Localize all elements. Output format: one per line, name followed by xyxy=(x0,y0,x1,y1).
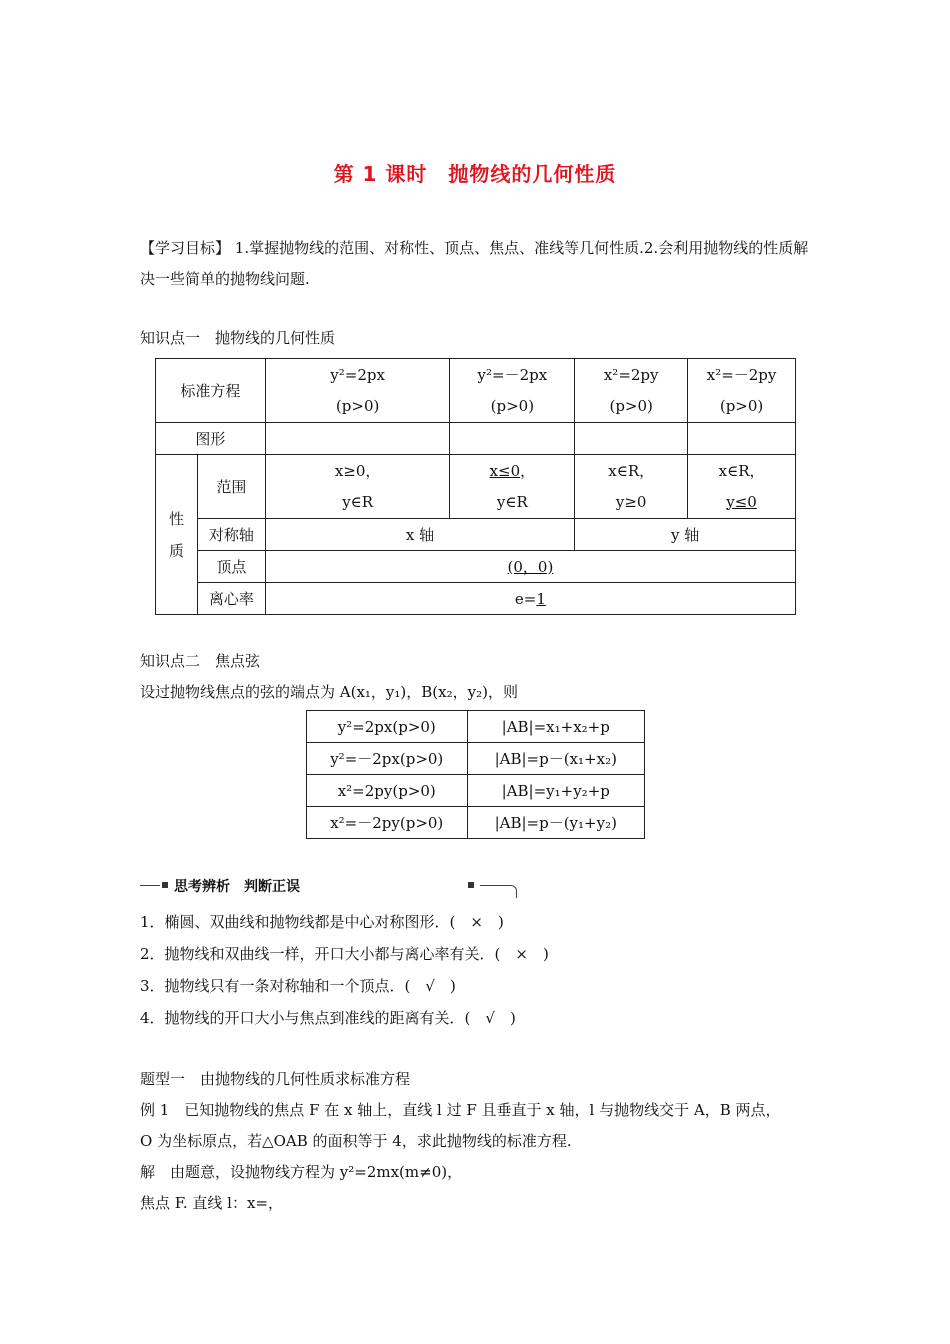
header-eccentricity: 离心率 xyxy=(197,583,265,615)
header-range: 范围 xyxy=(197,455,265,519)
knowledge-point-1-title: 知识点一 抛物线的几何性质 xyxy=(140,329,336,347)
graph-cell xyxy=(575,423,688,455)
eq-cell-3: x²=2py (p>0) xyxy=(575,359,688,423)
goals-text: 1.掌握抛物线的范围、对称性、顶点、焦点、准线等几何性质.2.会利用抛物线的性质解决一些简单的抛物线问题. xyxy=(140,239,809,288)
header-properties: 性质 xyxy=(156,455,198,615)
range-cell-3: x∈R， y≥0 xyxy=(575,455,688,519)
vertex-cell: (0，0) xyxy=(265,551,795,583)
focal-chord-table xyxy=(306,710,645,839)
type-1-title: 题型一 由抛物线的几何性质求标准方程 xyxy=(140,1070,411,1088)
properties-table xyxy=(155,358,796,615)
chord-length-cell: |AB|=y₁+y₂+p xyxy=(467,775,644,807)
header-vertex: 顶点 xyxy=(197,551,265,583)
solution-line-2: 焦点 F. 直线 l：x=， xyxy=(140,1194,283,1212)
page-title: 第 1 课时 抛物线的几何性质 xyxy=(333,162,617,186)
divider xyxy=(140,885,160,886)
eq-cell-1: y²=2px (p>0) xyxy=(265,359,450,423)
square-bullet-icon xyxy=(162,882,168,888)
solution-line-1: 解 由题意，设抛物线方程为 y²=2mx(m≠0)， xyxy=(140,1163,463,1181)
knowledge-point-2-title: 知识点二 焦点弦 xyxy=(140,652,261,670)
header-symmetry-axis: 对称轴 xyxy=(197,519,265,551)
judgment-item: 3．抛物线只有一条对称轴和一个顶点．( √ ) xyxy=(140,977,456,995)
range-cell-4: x∈R， y≤0 xyxy=(688,455,796,519)
learning-goals xyxy=(140,233,820,295)
goals-tag: 【学习目标】 xyxy=(140,239,231,257)
graph-cell xyxy=(265,423,450,455)
range-cell-1: x≥0， y∈R xyxy=(265,455,450,519)
eccentricity-cell: e=1 xyxy=(265,583,795,615)
header-graph: 图形 xyxy=(156,423,266,455)
chord-length-cell: |AB|=p－(y₁+y₂) xyxy=(467,807,644,839)
eq-cell-2: y²=－2px (p>0) xyxy=(450,359,575,423)
axis-y-cell: y 轴 xyxy=(575,519,796,551)
chord-eq-cell: x²=－2py(p>0) xyxy=(307,807,468,839)
chord-length-cell: |AB|=x₁+x₂+p xyxy=(467,711,644,743)
chord-eq-cell: x²=2py(p>0) xyxy=(307,775,468,807)
chord-eq-cell: y²=－2px(p>0) xyxy=(307,743,468,775)
divider xyxy=(480,885,517,898)
graph-cell xyxy=(450,423,575,455)
chord-length-cell: |AB|=p－(x₁+x₂) xyxy=(467,743,644,775)
judgment-item: 1．椭圆、双曲线和抛物线都是中心对称图形．( × ) xyxy=(140,913,504,931)
square-bullet-icon xyxy=(468,882,474,888)
focal-chord-intro: 设过抛物线焦点的弦的端点为 A(x₁，y₁)，B(x₂，y₂)，则 xyxy=(140,683,518,701)
example-1-line-1: 例 1 已知抛物线的焦点 F 在 x 轴上，直线 l 过 F 且垂直于 x 轴，l 与抛物线交于 A，B 两点， xyxy=(140,1101,781,1119)
axis-x-cell: x 轴 xyxy=(265,519,574,551)
range-cell-2: x≤0， y∈R xyxy=(450,455,575,519)
judgment-item: 4．抛物线的开口大小与焦点到准线的距离有关．( √ ) xyxy=(140,1009,516,1027)
eq-cell-4: x²=－2py (p>0) xyxy=(688,359,796,423)
graph-cell xyxy=(688,423,796,455)
think-section-header xyxy=(140,876,520,898)
judgment-item: 2．抛物线和双曲线一样，开口大小都与离心率有关．( × ) xyxy=(140,945,549,963)
header-standard-equation: 标准方程 xyxy=(156,359,266,423)
example-1-line-2: O 为坐标原点，若△OAB 的面积等于 4，求此抛物线的标准方程. xyxy=(140,1132,572,1150)
think-label: 思考辨析 判断正误 xyxy=(174,879,300,895)
chord-eq-cell: y²=2px(p>0) xyxy=(307,711,468,743)
